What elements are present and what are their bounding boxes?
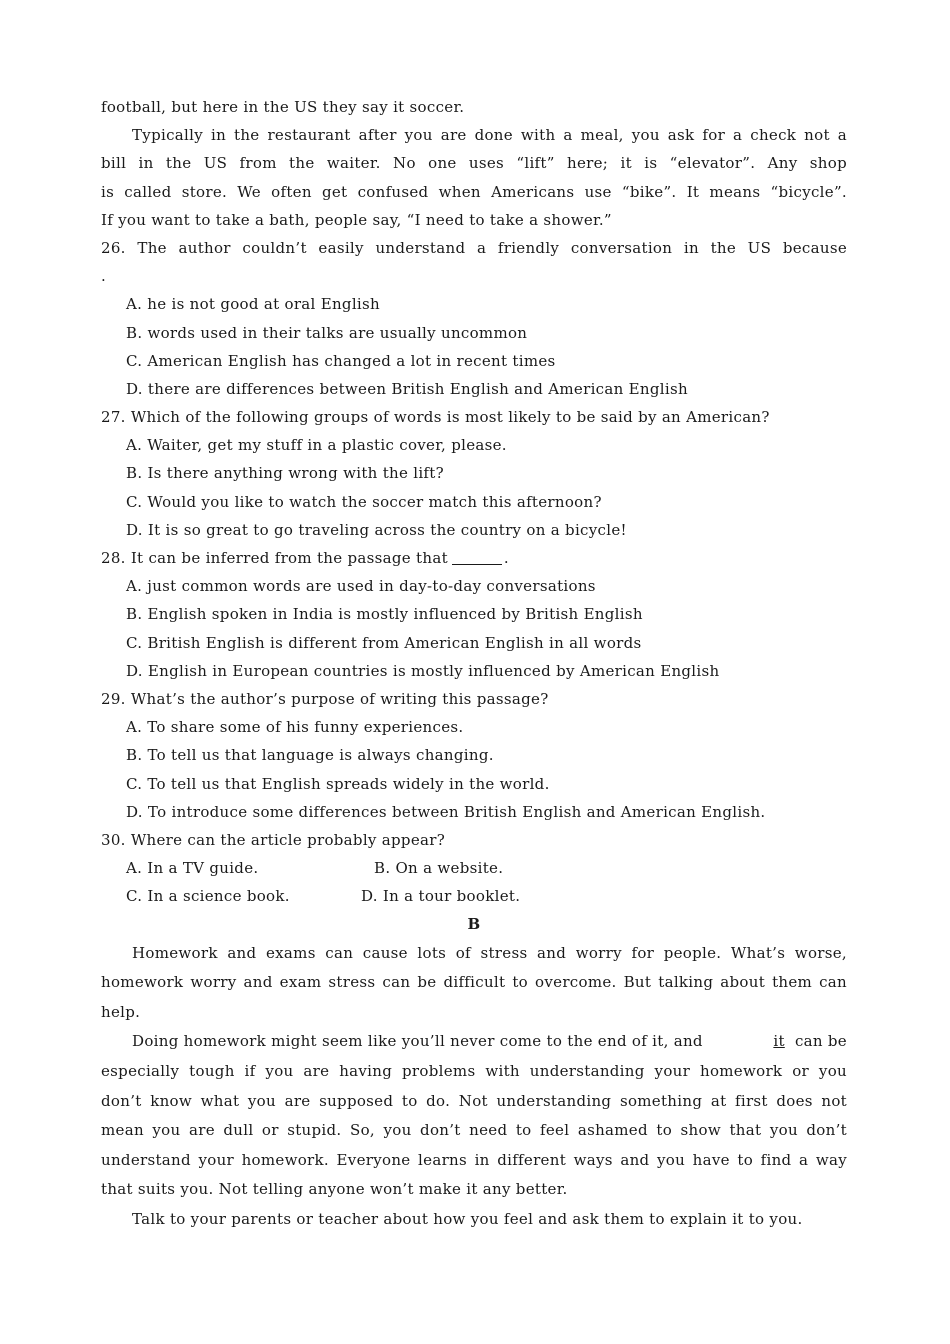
option-b: B. On a website. (374, 859, 504, 878)
passage-a-line: Typically in the restaurant after you are done with a meal, you ask for a check not a (132, 126, 847, 145)
passage-b-line: understand your homework. Everyone learns in different ways and you have to find a way (101, 1150, 847, 1169)
option-a: A. he is not good at oral English (126, 295, 380, 314)
option-c: C. In a science book. (126, 887, 290, 906)
option-c: C. Would you like to watch the soccer match this afternoon? (126, 492, 602, 511)
question-26-stem: 26. The author couldn’t easily understand a friendly conversation in the US because (101, 238, 847, 257)
passage-b-body (101, 939, 847, 1235)
question-28-stem (101, 544, 847, 572)
option-b: B. words used in their talks are usually uncommon (126, 323, 528, 342)
question-26-stem-end: . (101, 267, 107, 286)
options-row (101, 854, 847, 882)
passage-b-line: that suits you. Not telling anyone won’t make it any better. (101, 1180, 568, 1199)
passage-b-text (773, 1027, 847, 1057)
question-28-stem-text: 28. It can be inferred from the passage that (101, 549, 448, 567)
option-d: D. It is so great to go traveling across the country on a bicycle! (126, 520, 627, 539)
option-c: C. To tell us that English spreads widely in the world. (126, 774, 550, 793)
option-b: B. Is there anything wrong with the lift? (126, 464, 444, 483)
option-b: B. To tell us that language is always changing. (126, 746, 494, 765)
option-a: A. just common words are used in day-to-day conversations (126, 577, 596, 596)
option-c: C. American English has changed a lot in recent times (126, 351, 556, 370)
question-28-stem-end: . (503, 549, 509, 567)
passage-b-line: help. (101, 1002, 141, 1021)
passage-b-line (101, 1027, 847, 1057)
option-d: D. To introduce some differences between British English and American English. (126, 802, 766, 821)
underlined-word: it (773, 1032, 785, 1051)
passage-a-line: is called store. We often get confused when Americans use “bike”. It means “bicycle”. (101, 182, 847, 201)
document-page (101, 93, 847, 1235)
option-d: D. In a tour booklet. (361, 887, 521, 906)
option-d: D. there are differences between British English and American English (126, 379, 688, 398)
passage-b-text: Doing homework might seem like you’ll never come to the end of it, and (132, 1032, 703, 1051)
passage-b-line: homework worry and exam stress can be difficult to overcome. But talking about them can (101, 973, 847, 992)
passage-a-line: football, but here in the US they say it soccer. (101, 98, 465, 116)
passage-b-line: mean you are dull or stupid. So, you don’t need to feel ashamed to show that you don’t (101, 1121, 847, 1140)
passage-a-line: bill in the US from the waiter. No one uses “lift” here; it is “elevator”. Any shop (101, 154, 847, 173)
option-d: D. English in European countries is mostly influenced by American English (126, 661, 720, 680)
question-30-stem: 30. Where can the article probably appear? (101, 830, 446, 849)
option-a: A. To share some of his funny experiences. (126, 718, 464, 737)
passage-b-heading: B (467, 915, 481, 934)
option-a: A. In a TV guide. (126, 859, 259, 878)
options-row (101, 882, 847, 910)
passage-b-line: Talk to your parents or teacher about how you feel and ask them to explain it to you. (132, 1209, 803, 1228)
question-29-stem: 29. What’s the author’s purpose of writing this passage? (101, 689, 549, 708)
answer-blank (452, 548, 502, 565)
option-c: C. British English is different from American English in all words (126, 633, 642, 652)
passage-b-line: Homework and exams can cause lots of stress and worry for people. What’s worse, (132, 943, 847, 962)
question-27-stem: 27. Which of the following groups of words is most likely to be said by an American? (101, 408, 770, 427)
passage-b-text-end: can be (794, 1032, 847, 1051)
option-b: B. English spoken in India is mostly influenced by British English (126, 605, 643, 624)
passage-a-line: If you want to take a bath, people say, “I need to take a shower.” (101, 210, 612, 229)
passage-b-line: don’t know what you are supposed to do. Not understanding something at first does not (101, 1091, 847, 1110)
passage-b-line: especially tough if you are having problems with understanding your homework or you (101, 1062, 847, 1080)
option-a: A. Waiter, get my stuff in a plastic cover, please. (126, 436, 507, 455)
